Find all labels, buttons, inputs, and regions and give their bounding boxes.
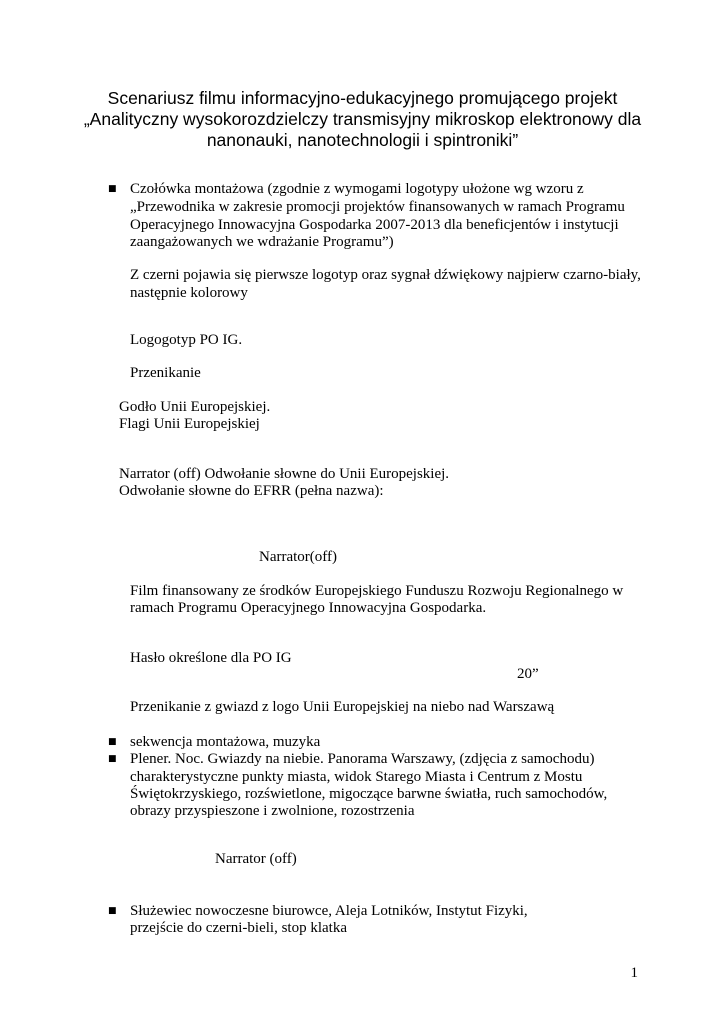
plener-line-2: charakterystyczne punkty miasta, widok Starego Miasta i Centrum z Mostu	[130, 769, 583, 785]
narrator-off-heading-2: Narrator (off)	[215, 851, 297, 867]
bullet-marker: ■	[108, 754, 117, 764]
title-line-3: nanonauki, nanotechnologii i spintroniki”	[206, 130, 519, 150]
section1-line-2: „Przewodnika w zakresie promocji projektów finansowanych w ramach Programu	[130, 199, 625, 215]
logotyp-para-line-1: Z czerni pojawia się pierwsze logotyp oraz sygnał dźwiękowy najpierw czarno-biały,	[130, 267, 641, 283]
plener-line-3: Świętokrzyskiego, rozświetlone, migoczące barwne światła, ruch samochodów,	[130, 786, 608, 802]
logotyp-para-line-2: następnie kolorowy	[130, 285, 248, 301]
section1-line-1: Czołówka montażowa (zgodnie z wymogami logotypy ułożone wg wzoru z	[130, 181, 584, 197]
haslo-po-ig: Hasło określone dla PO IG	[130, 650, 292, 666]
bullet-marker: ■	[108, 184, 117, 194]
narrator-line-2: Odwołanie słowne do EFRR (pełna nazwa):	[119, 483, 384, 499]
plener-line-1: Plener. Noc. Gwiazdy na niebie. Panorama Warszawy, (zdjęcia z samochodu)	[130, 751, 595, 767]
logotyp-po-ig: Logogotyp PO IG.	[130, 332, 243, 348]
title-line-2: „Analityczny wysokorozdzielczy transmisyjny mikroskop elektronowy dla	[83, 109, 642, 129]
sluzewiec-line-1: Służewiec nowoczesne biurowce, Aleja Lotników, Instytut Fizyki,	[130, 903, 528, 919]
title-line-1: Scenariusz filmu informacyjno-edukacyjnego promującego projekt	[107, 88, 618, 108]
bullet-marker: ■	[108, 906, 117, 916]
film-finansowany-line-2: ramach Programu Operacyjnego Innowacyjna Gospodarka.	[130, 600, 487, 616]
page-number: 1	[630, 965, 638, 981]
przenikanie-gwiazd: Przenikanie z gwiazd z logo Unii Europejskiej na niebo nad Warszawą	[130, 699, 555, 715]
bullet-marker: ■	[108, 737, 117, 747]
narrator-off-heading: Narrator(off)	[259, 549, 338, 565]
narrator-line-1: Narrator (off) Odwołanie słowne do Unii Europejskiej.	[119, 466, 450, 482]
przenikanie: Przenikanie	[130, 365, 201, 381]
film-finansowany-line-1: Film finansowany ze środków Europejskiego Funduszu Rozwoju Regionalnego w	[130, 583, 624, 599]
flagi-ue: Flagi Unii Europejskiej	[119, 416, 260, 432]
document-title	[60, 88, 665, 151]
plener-line-4: obrazy przyspieszone i zwolnione, rozostrzenia	[130, 803, 415, 819]
duration-label: 20”	[517, 666, 539, 682]
godlo-ue: Godło Unii Europejskiej.	[119, 399, 271, 415]
sekwencja-montazowa: sekwencja montażowa, muzyka	[130, 734, 321, 750]
section1-line-4: zaangażowanych we wdrażanie Programu”)	[130, 234, 394, 250]
sluzewiec-line-2: przejście do czerni-bieli, stop klatka	[130, 920, 347, 936]
section1-line-3: Operacyjnego Innowacyjna Gospodarka 2007-2013 dla beneficjentów i instytucji	[130, 217, 619, 233]
